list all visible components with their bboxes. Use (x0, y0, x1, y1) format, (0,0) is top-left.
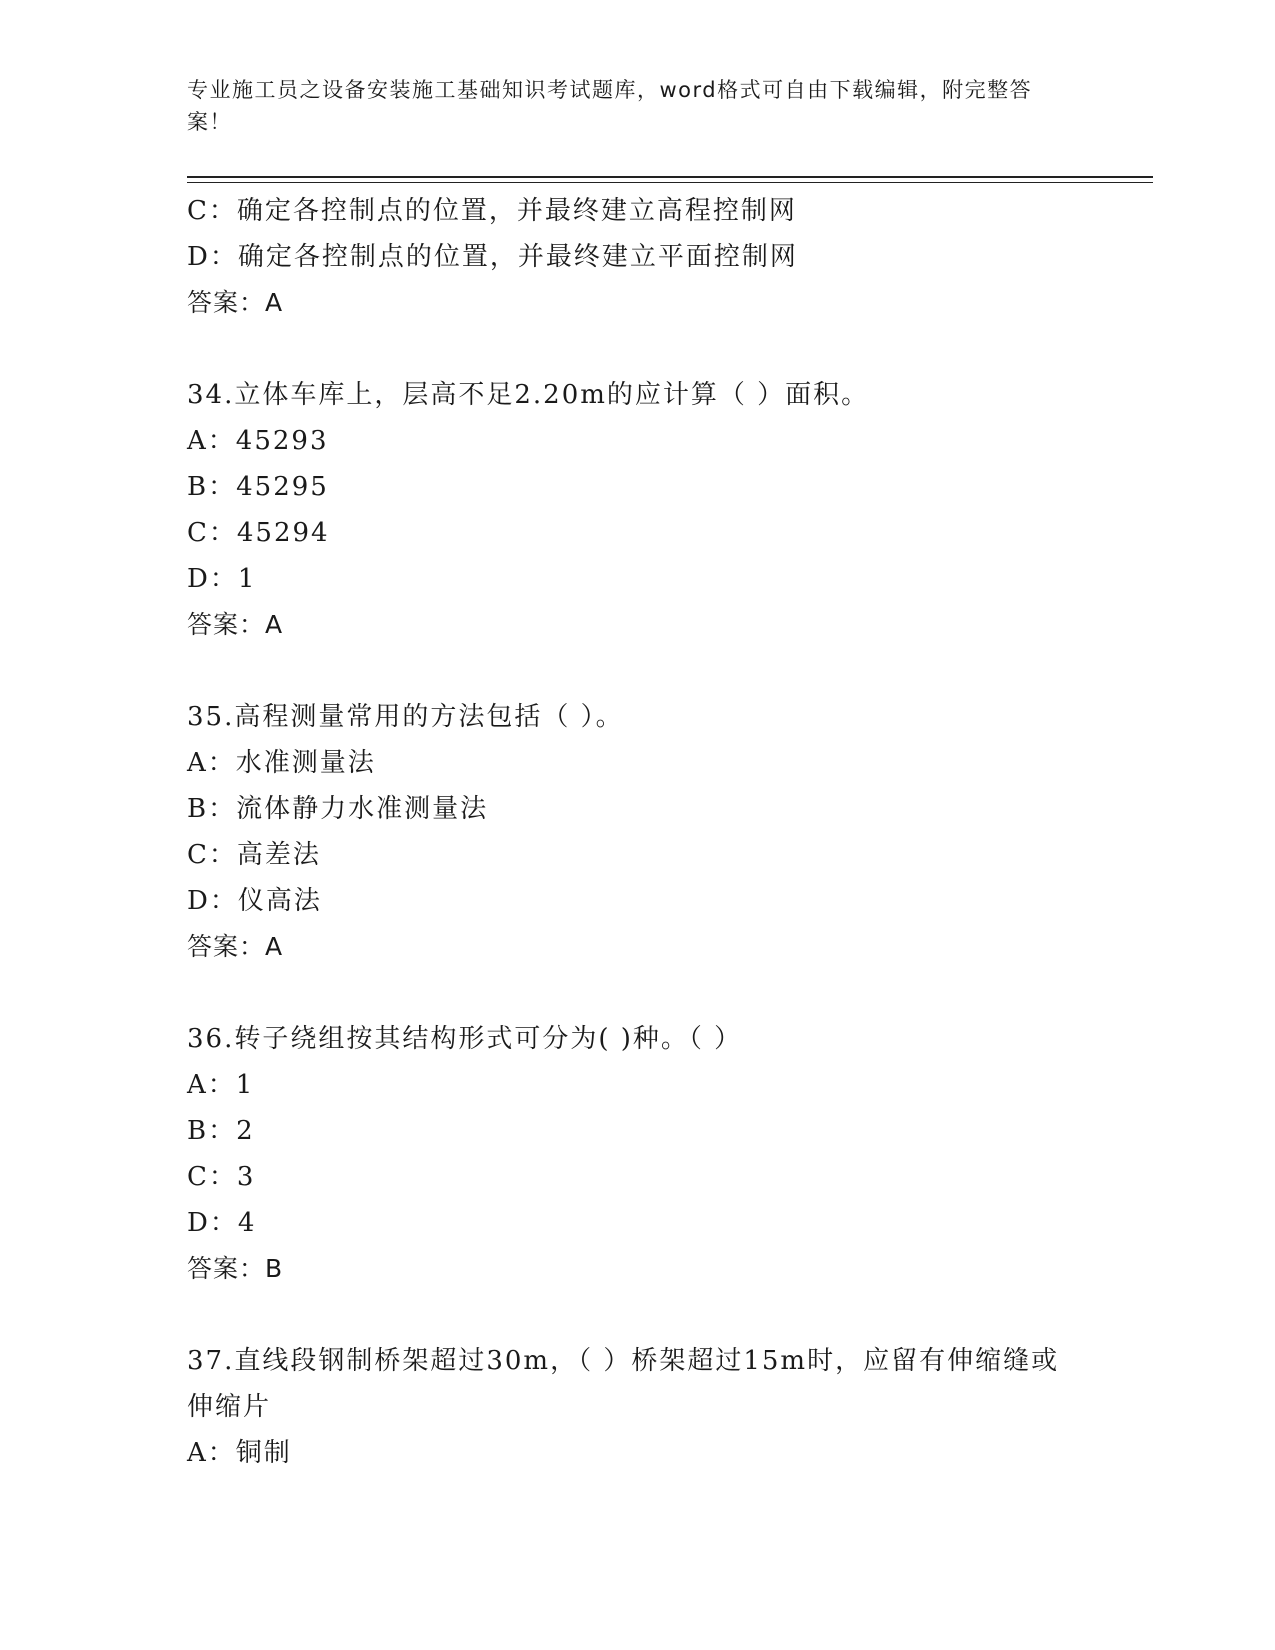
question-35 (187, 694, 1087, 970)
header-divider-top (187, 176, 1153, 178)
option-d: D：1 (187, 564, 257, 594)
option-a: A：1 (187, 1070, 255, 1100)
question-stem: 36.转子绕组按其结构形式可分为( )种。（ ） (187, 1024, 743, 1054)
option-d: D：确定各控制点的位置，并最终建立平面控制网 (187, 242, 798, 272)
option-c: C：高差法 (187, 840, 321, 870)
answer-line: 答案：B (187, 1254, 284, 1283)
document-header: 专业施工员之设备安装施工基础知识考试题库，word格式可自由下载编辑，附完整答案！ (187, 78, 1033, 134)
header-divider-bottom (187, 182, 1153, 183)
question-34 (187, 372, 1087, 648)
question-stem: 34.立体车库上，层高不足2.20m的应计算（ ）面积。 (187, 380, 870, 410)
answer-line: 答案：A (187, 932, 284, 961)
option-d: D：4 (187, 1208, 257, 1238)
option-a: A：铜制 (187, 1438, 292, 1468)
question-list (187, 188, 1087, 1476)
option-c: C：3 (187, 1162, 256, 1192)
option-a: A：水准测量法 (187, 748, 376, 778)
option-a: A：45293 (187, 426, 329, 456)
carryover-question (187, 188, 1087, 326)
question-stem: 37.直线段钢制桥架超过30m，（ ）桥架超过15m时，应留有伸缩缝或伸缩片 (187, 1346, 1060, 1422)
question-stem: 35.高程测量常用的方法包括（ ）。 (187, 702, 624, 732)
option-b: B：流体静力水准测量法 (187, 794, 489, 824)
question-37 (187, 1338, 1087, 1476)
option-d: D：仪高法 (187, 886, 322, 916)
answer-line: 答案：A (187, 610, 284, 639)
option-b: B：2 (187, 1116, 255, 1146)
option-c: C：确定各控制点的位置，并最终建立高程控制网 (187, 196, 797, 226)
answer-line: 答案：A (187, 288, 284, 317)
question-36 (187, 1016, 1087, 1292)
option-c: C：45294 (187, 518, 330, 548)
option-b: B：45295 (187, 472, 329, 502)
